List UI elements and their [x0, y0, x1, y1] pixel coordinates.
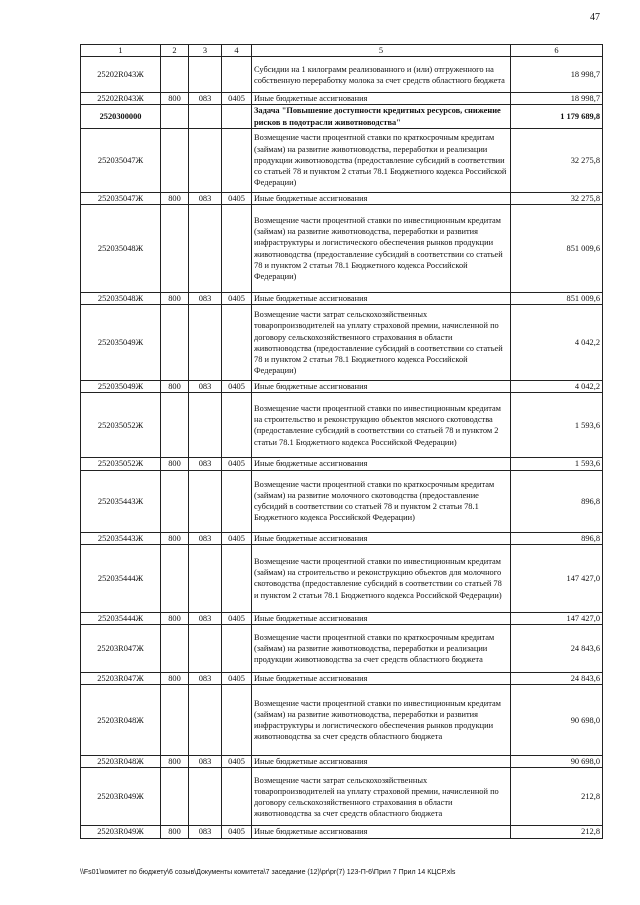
- description-cell: Иные бюджетные ассигнования: [252, 381, 511, 393]
- department-cell: 083: [189, 293, 222, 305]
- department-cell: [189, 470, 222, 532]
- section-cell: 0405: [222, 673, 252, 685]
- table-row: [81, 458, 603, 470]
- section-cell: [222, 57, 252, 93]
- department-cell: [189, 625, 222, 673]
- amount-cell: 1 179 689,8: [511, 105, 603, 128]
- department-cell: 083: [189, 673, 222, 685]
- department-cell: [189, 128, 222, 192]
- department-cell: [189, 544, 222, 612]
- budget-code-cell: 25203R047Ж: [81, 625, 161, 673]
- expense-type-cell: [161, 105, 189, 128]
- section-cell: [222, 544, 252, 612]
- budget-code-cell: 25203R048Ж: [81, 685, 161, 756]
- description-cell: Иные бюджетные ассигнования: [252, 293, 511, 305]
- expense-type-cell: 800: [161, 673, 189, 685]
- table-row: [81, 57, 603, 93]
- section-cell: [222, 768, 252, 826]
- budget-code-cell: 252035444Ж: [81, 612, 161, 624]
- file-path-footer: \\Fs01\комитет по бюджету\6 созыв\Документы комитета\7 заседание (12)\pr\pr(7) 123-П-6\Прил 7 Прил 14 КЦСР.xls: [80, 869, 456, 876]
- amount-cell: 32 275,8: [511, 128, 603, 192]
- amount-cell: 32 275,8: [511, 192, 603, 204]
- column-header: 3: [189, 45, 222, 57]
- amount-cell: 212,8: [511, 768, 603, 826]
- amount-cell: 212,8: [511, 826, 603, 838]
- table-row: [81, 381, 603, 393]
- amount-cell: 147 427,0: [511, 544, 603, 612]
- budget-code-cell: 252035048Ж: [81, 205, 161, 293]
- amount-cell: 4 042,2: [511, 305, 603, 381]
- description-cell: Иные бюджетные ассигнования: [252, 93, 511, 105]
- budget-code-cell: 252035047Ж: [81, 192, 161, 204]
- page-number: 47: [590, 12, 600, 23]
- table-row: [81, 93, 603, 105]
- section-cell: 0405: [222, 756, 252, 768]
- description-cell: Иные бюджетные ассигнования: [252, 612, 511, 624]
- description-cell: Иные бюджетные ассигнования: [252, 826, 511, 838]
- description-cell: Возмещение части процентной ставки по краткосрочным кредитам (займам) на развитие животноводства, переработки и реализации продукции животноводства за счет средств областного бюджета: [252, 625, 511, 673]
- expense-type-cell: [161, 625, 189, 673]
- description-cell: Иные бюджетные ассигнования: [252, 532, 511, 544]
- table-row: [81, 305, 603, 381]
- section-cell: 0405: [222, 612, 252, 624]
- table-row: [81, 532, 603, 544]
- table-row: [81, 470, 603, 532]
- description-cell: Возмещение части затрат сельскохозяйственных товаропроизводителей на уплату страховой премии, начисленной по договору сельскохозяйственного страхования в области животноводства за счет средств областного бюджета: [252, 768, 511, 826]
- section-cell: [222, 470, 252, 532]
- description-cell: Иные бюджетные ассигнования: [252, 192, 511, 204]
- expense-type-cell: 800: [161, 532, 189, 544]
- budget-code-cell: 252035049Ж: [81, 305, 161, 381]
- budget-code-cell: 25203R049Ж: [81, 768, 161, 826]
- budget-code-cell: 252035443Ж: [81, 470, 161, 532]
- table-row: [81, 756, 603, 768]
- table-row: [81, 128, 603, 192]
- expense-type-cell: 800: [161, 612, 189, 624]
- amount-cell: 90 698,0: [511, 756, 603, 768]
- expense-type-cell: [161, 393, 189, 458]
- table-row: [81, 192, 603, 204]
- amount-cell: 1 593,6: [511, 458, 603, 470]
- department-cell: 083: [189, 458, 222, 470]
- column-header: 6: [511, 45, 603, 57]
- table-row: [81, 544, 603, 612]
- budget-code-cell: 25202R043Ж: [81, 57, 161, 93]
- department-cell: [189, 305, 222, 381]
- department-cell: 083: [189, 192, 222, 204]
- budget-code-cell: 25202R043Ж: [81, 93, 161, 105]
- budget-code-cell: 25203R049Ж: [81, 826, 161, 838]
- budget-code-cell: 252035444Ж: [81, 544, 161, 612]
- amount-cell: 1 593,6: [511, 393, 603, 458]
- description-cell: Задача "Повышение доступности кредитных ресурсов, снижение рисков в подотрасли животноводства": [252, 105, 511, 128]
- section-cell: 0405: [222, 458, 252, 470]
- amount-cell: 896,8: [511, 470, 603, 532]
- expense-type-cell: [161, 685, 189, 756]
- description-cell: Иные бюджетные ассигнования: [252, 756, 511, 768]
- department-cell: [189, 57, 222, 93]
- department-cell: [189, 768, 222, 826]
- expense-type-cell: [161, 57, 189, 93]
- department-cell: 083: [189, 381, 222, 393]
- description-cell: Субсидии на 1 килограмм реализованного и (или) отгруженного на собственную переработку молока за счет средств областного бюджета: [252, 57, 511, 93]
- department-cell: [189, 685, 222, 756]
- amount-cell: 24 843,6: [511, 673, 603, 685]
- department-cell: [189, 105, 222, 128]
- budget-code-cell: 252035048Ж: [81, 293, 161, 305]
- description-cell: Иные бюджетные ассигнования: [252, 673, 511, 685]
- section-cell: [222, 305, 252, 381]
- description-cell: Возмещение части процентной ставки по инвестиционным кредитам (займам) на развитие животноводства, переработки и развития инфраструктуры и логистического обеспечения рынков продукции животноводства за счет средств областного бюджета: [252, 685, 511, 756]
- section-cell: [222, 625, 252, 673]
- section-cell: [222, 128, 252, 192]
- section-cell: 0405: [222, 381, 252, 393]
- section-cell: [222, 685, 252, 756]
- budget-code-cell: 252035443Ж: [81, 532, 161, 544]
- section-cell: 0405: [222, 532, 252, 544]
- department-cell: 083: [189, 612, 222, 624]
- section-cell: [222, 205, 252, 293]
- expense-type-cell: 800: [161, 93, 189, 105]
- department-cell: [189, 393, 222, 458]
- description-cell: Возмещение части процентной ставки по инвестиционным кредитам (займам) на развитие животноводства, переработки и развития инфраструктуры и логистического обеспечения рынков продукции животноводства (предоставление субсидий в соответствии со статьей 78 и пунктом 2 статьи 78.1 Бюджетного кодекса Российской Федерации): [252, 205, 511, 293]
- expense-type-cell: [161, 544, 189, 612]
- amount-cell: 147 427,0: [511, 612, 603, 624]
- section-cell: 0405: [222, 192, 252, 204]
- table-row: [81, 393, 603, 458]
- description-cell: Возмещение части процентной ставки по инвестиционным кредитам на строительство и реконструкцию объектов мясного скотоводства (предоставление субсидий в соответствии со статьей 78 и пунктом 2 статьи 78.1 Бюджетного кодекса Российской Федерации): [252, 393, 511, 458]
- amount-cell: 851 009,6: [511, 293, 603, 305]
- table-row: [81, 625, 603, 673]
- expense-type-cell: 800: [161, 458, 189, 470]
- department-cell: 083: [189, 756, 222, 768]
- column-header: 2: [161, 45, 189, 57]
- department-cell: [189, 205, 222, 293]
- table-row: [81, 293, 603, 305]
- table-row: [81, 826, 603, 838]
- column-header: 5: [252, 45, 511, 57]
- department-cell: 083: [189, 93, 222, 105]
- expense-type-cell: 800: [161, 192, 189, 204]
- table-row: [81, 685, 603, 756]
- expense-type-cell: 800: [161, 381, 189, 393]
- description-cell: Иные бюджетные ассигнования: [252, 458, 511, 470]
- description-cell: Возмещение части процентной ставки по инвестиционным кредитам (займам) на строительство и реконструкцию объектов для молочного скотоводства (предоставление субсидий в соответствии со статьей 78 и пунктом 2 статьи 78.1 Бюджетного кодекса Российской Федерации): [252, 544, 511, 612]
- description-cell: Возмещение части процентной ставки по краткосрочным кредитам (займам) на развитие животноводства, переработки и реализации продукции животноводства (предоставление субсидий в соответствии со статьей 78 и пунктом 2 статьи 78.1 Бюджетного кодекса Российской Федерации): [252, 128, 511, 192]
- table-row: [81, 768, 603, 826]
- expense-type-cell: 800: [161, 293, 189, 305]
- amount-cell: 18 998,7: [511, 57, 603, 93]
- expense-type-cell: [161, 205, 189, 293]
- expense-type-cell: 800: [161, 826, 189, 838]
- table-row: [81, 105, 603, 128]
- header-row: [81, 45, 603, 57]
- section-cell: [222, 105, 252, 128]
- department-cell: 083: [189, 532, 222, 544]
- column-header: 4: [222, 45, 252, 57]
- expense-type-cell: [161, 768, 189, 826]
- expense-type-cell: [161, 305, 189, 381]
- table-row: [81, 612, 603, 624]
- budget-code-cell: 2520300000: [81, 105, 161, 128]
- budget-code-cell: 252035052Ж: [81, 393, 161, 458]
- budget-code-cell: 252035052Ж: [81, 458, 161, 470]
- budget-code-cell: 25203R048Ж: [81, 756, 161, 768]
- description-cell: Возмещение части процентной ставки по краткосрочным кредитам (займам) на развитие молочного скотоводства (предоставление субсидий в соответствии со статьей 78 и пунктом 2 статьи 78.1 Бюджетного кодекса Российской Федерации): [252, 470, 511, 532]
- amount-cell: 24 843,6: [511, 625, 603, 673]
- amount-cell: 851 009,6: [511, 205, 603, 293]
- budget-table: [80, 44, 603, 839]
- amount-cell: 90 698,0: [511, 685, 603, 756]
- table-row: [81, 673, 603, 685]
- section-cell: 0405: [222, 293, 252, 305]
- amount-cell: 18 998,7: [511, 93, 603, 105]
- section-cell: 0405: [222, 826, 252, 838]
- description-cell: Возмещение части затрат сельскохозяйственных товаропроизводителей на уплату страховой премии, начисленной по договору сельскохозяйственного страхования в области животноводства (предоставление субсидий в соответствии со статьей 78 и пунктом 2 статьи 78.1 Бюджетного кодекса Российской Федерации): [252, 305, 511, 381]
- column-header: 1: [81, 45, 161, 57]
- expense-type-cell: 800: [161, 756, 189, 768]
- department-cell: 083: [189, 826, 222, 838]
- amount-cell: 896,8: [511, 532, 603, 544]
- expense-type-cell: [161, 128, 189, 192]
- section-cell: [222, 393, 252, 458]
- section-cell: 0405: [222, 93, 252, 105]
- table-row: [81, 205, 603, 293]
- amount-cell: 4 042,2: [511, 381, 603, 393]
- budget-code-cell: 25203R047Ж: [81, 673, 161, 685]
- budget-code-cell: 252035047Ж: [81, 128, 161, 192]
- expense-type-cell: [161, 470, 189, 532]
- budget-code-cell: 252035049Ж: [81, 381, 161, 393]
